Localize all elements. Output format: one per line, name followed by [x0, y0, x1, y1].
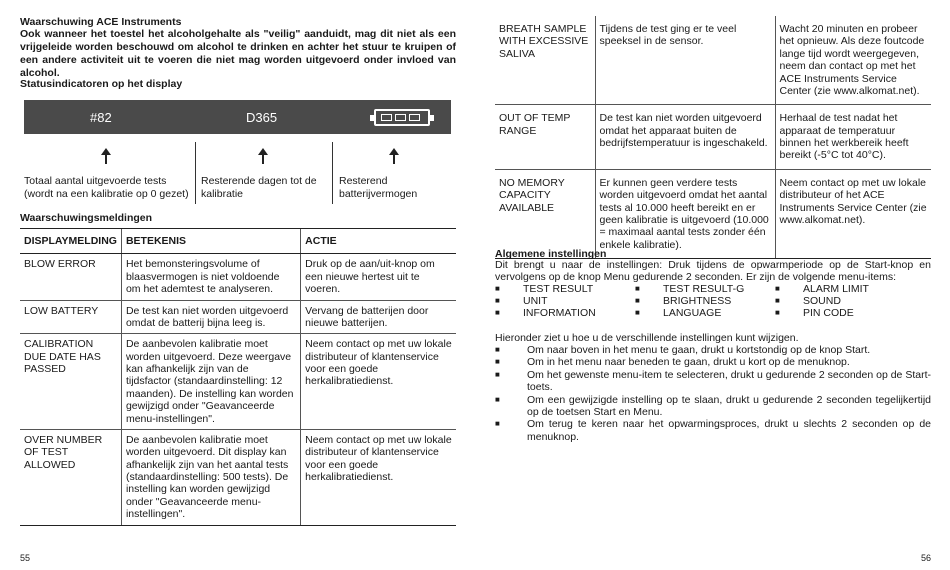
- table-row: [495, 105, 931, 170]
- caption-divider: [195, 142, 196, 204]
- menu-item: BRIGHTNESS: [663, 295, 732, 307]
- bullet-square-icon: ■: [495, 357, 500, 367]
- caption-total-tests: Totaal aantal uitgevoerde tests (wordt na een kalibratie op 0 gezet): [24, 175, 189, 200]
- menu-item: TEST RESULT-G: [663, 283, 745, 295]
- table-cell: BLOW ERROR: [20, 254, 121, 300]
- table-cell: LOW BATTERY: [20, 300, 121, 334]
- bullet-square-icon: ■: [775, 284, 780, 293]
- bullet-square-icon: ■: [495, 394, 500, 404]
- table-cell: BREATH SAMPLE WITH EXCESSIVE SALIVA: [495, 16, 595, 105]
- settings-how-to-text: Hieronder ziet u hoe u de verschillende instellingen kunt wijzigen.: [495, 332, 799, 344]
- table-cell: NO MEMORY CAPACITY AVAILABLE: [495, 169, 595, 258]
- column-header: DISPLAYMELDING: [20, 229, 121, 254]
- general-settings-intro: Dit brengt u naar de instellingen: Druk tijdens de opwarmperiode op de Start-knop en vervolgens op de knop Menu gedurende 2 seconden. Er zijn de volgende menu-items:: [495, 259, 931, 284]
- caption-battery: Resterend batterijvermogen: [339, 175, 418, 200]
- menu-items-list: [495, 283, 931, 319]
- table-cell: Wacht 20 minuten en probeer het opnieuw. Als deze foutcode lange tijd wordt weergegeven, neem dan contact op met het ACE Instruments Service Center (zie www.alkomat.net).: [775, 16, 931, 105]
- bullet-square-icon: ■: [775, 296, 780, 305]
- table-cell: OVER NUMBER OF TEST ALLOWED: [20, 429, 121, 525]
- battery-full-icon: [374, 109, 430, 126]
- bullet-square-icon: ■: [495, 419, 500, 429]
- menu-item: SOUND: [803, 295, 841, 307]
- step-text: Om een gewijzigde instelling op te slaan, drukt u gedurende 2 seconden tegelijkertijd op de toetsen Start en Menu.: [527, 393, 931, 418]
- bullet-square-icon: ■: [775, 308, 780, 317]
- caption-divider: [332, 142, 333, 204]
- right-page: [475, 0, 950, 570]
- list-item: [495, 344, 931, 356]
- menu-item: ALARM LIMIT: [803, 283, 869, 295]
- settings-steps-list: [495, 344, 931, 443]
- list-item: [495, 369, 931, 394]
- step-text: Om naar boven in het menu te gaan, drukt u kortstondig op de knop Start.: [527, 344, 871, 356]
- arrow-up-icon: [101, 148, 111, 164]
- arrow-up-icon: [258, 148, 268, 164]
- table-cell: Vervang de batterijen door nieuwe batterijen.: [301, 300, 456, 334]
- table-header-row: [20, 229, 456, 254]
- warning-title: Waarschuwing ACE Instruments: [20, 16, 182, 28]
- menu-item: INFORMATION: [523, 307, 596, 319]
- days-remaining-readout: D365: [246, 110, 278, 125]
- page-number: 56: [921, 553, 932, 563]
- table-row: [495, 16, 931, 105]
- column-header: ACTIE: [301, 229, 456, 254]
- step-text: Om in het menu naar beneden te gaan, drukt u kort op de menuknop.: [527, 356, 850, 369]
- bullet-square-icon: ■: [495, 345, 500, 354]
- list-item: [495, 356, 931, 368]
- caption-days-remaining: Resterende dagen tot de kalibratie: [201, 175, 317, 200]
- menu-item: LANGUAGE: [663, 307, 722, 319]
- menu-item: UNIT: [523, 295, 548, 307]
- table-cell: Er kunnen geen verdere tests worden uitgevoerd omdat het aantal tests al 10.000 heeft bereikt en er geen kalibratie is uitgevoerd (10.000 = maximaal aantal tests zonder één enkele kalibratie).: [595, 169, 775, 258]
- table-cell: Het bemonsteringsvolume of blaasvermogen is niet voldoende om het ademtest te analyseren.: [121, 254, 300, 300]
- bullet-square-icon: ■: [635, 308, 640, 317]
- table-cell: Neem contact op met uw lokale distributeur of klantenservice voor een goede herkalibratiedienst.: [301, 429, 456, 525]
- table-row: [20, 334, 456, 430]
- bullet-square-icon: ■: [635, 296, 640, 305]
- menu-item: TEST RESULT: [523, 283, 594, 295]
- table-cell: Herhaal de test nadat het apparaat de temperatuur binnen het werkbereik heeft bereikt (-5°C tot 40°C).: [775, 105, 931, 170]
- table-cell: OUT OF TEMP RANGE: [495, 105, 595, 170]
- table-cell: De test kan niet worden uitgevoerd omdat de batterij bijna leeg is.: [121, 300, 300, 334]
- page-number: 55: [20, 553, 31, 563]
- test-count-readout: #82: [90, 110, 112, 125]
- table-cell: Tijdens de test ging er te veel speeksel in de sensor.: [595, 16, 775, 105]
- table-cell: De test kan niet worden uitgevoerd omdat het apparaat buiten de bedrijfstemperatuur is ingeschakeld.: [595, 105, 775, 170]
- table-cell: Neem contact op met uw lokale distributeur of het ACE Instruments Service Center (zie www.alkomat.net).: [775, 169, 931, 258]
- bullet-square-icon: ■: [495, 284, 500, 293]
- table-cell: Neem contact op met uw lokale distributeur of klantenservice voor een goede herkalibratiedienst.: [301, 334, 456, 430]
- step-text: Om terug te keren naar het opwarmingsproces, drukt u slechts 2 seconden op de menuknop.: [527, 418, 931, 443]
- list-item: [495, 418, 931, 443]
- step-text: Om het gewenste menu-item te selecteren, drukt u gedurende 2 seconden op de Start-toets.: [527, 368, 931, 394]
- status-indicators-title: Statusindicatoren op het display: [20, 78, 183, 90]
- bullet-square-icon: ■: [495, 296, 500, 305]
- warning-messages-table: [20, 228, 456, 526]
- warning-messages-title: Waarschuwingsmeldingen: [20, 212, 153, 224]
- arrow-up-icon: [389, 148, 399, 164]
- table-cell: De aanbevolen kalibratie moet worden uitgevoerd. Dit display kan afhankelijk zijn van het aantal tests (standaardinstelling: 500 tests). De instelling kan worden gewijzigd onder "Geavanceerde menu-instellingen".: [121, 429, 300, 525]
- column-header: BETEKENIS: [121, 229, 300, 254]
- bullet-square-icon: ■: [495, 308, 500, 317]
- table-row: [20, 300, 456, 334]
- table-cell: Druk op de aan/uit-knop om een nieuwe hertest uit te voeren.: [301, 254, 456, 300]
- table-cell: CALIBRATION DUE DATE HAS PASSED: [20, 334, 121, 430]
- warning-messages-table-continued: [495, 16, 931, 259]
- table-row: [20, 429, 456, 525]
- list-item: [495, 394, 931, 419]
- table-cell: De aanbevolen kalibratie moet worden uitgevoerd. Deze weergave kan afhankelijk zijn van de tijdsfactor (standaardinstelling: 12 maanden). De instelling kan worden gewijzigd onder "Geavanceerde menu-instellingen".: [121, 334, 300, 430]
- warning-text: Ook wanneer het toestel het alcoholgehalte als "veilig" aanduidt, mag dit niet als een vrijgeleide worden beschouwd om alcohol te drinken en achter het stuur te kruipen of een andere activiteit uit te voeren die niet mag worden uitgevoerd onder invloed van alcohol.: [20, 28, 456, 80]
- table-row: [495, 169, 931, 258]
- menu-item: PIN CODE: [803, 307, 854, 319]
- bullet-square-icon: ■: [495, 369, 500, 379]
- bullet-square-icon: ■: [635, 284, 640, 293]
- table-row: [20, 254, 456, 300]
- device-display: [24, 100, 451, 134]
- general-settings-title: Algemene instellingen: [495, 248, 607, 260]
